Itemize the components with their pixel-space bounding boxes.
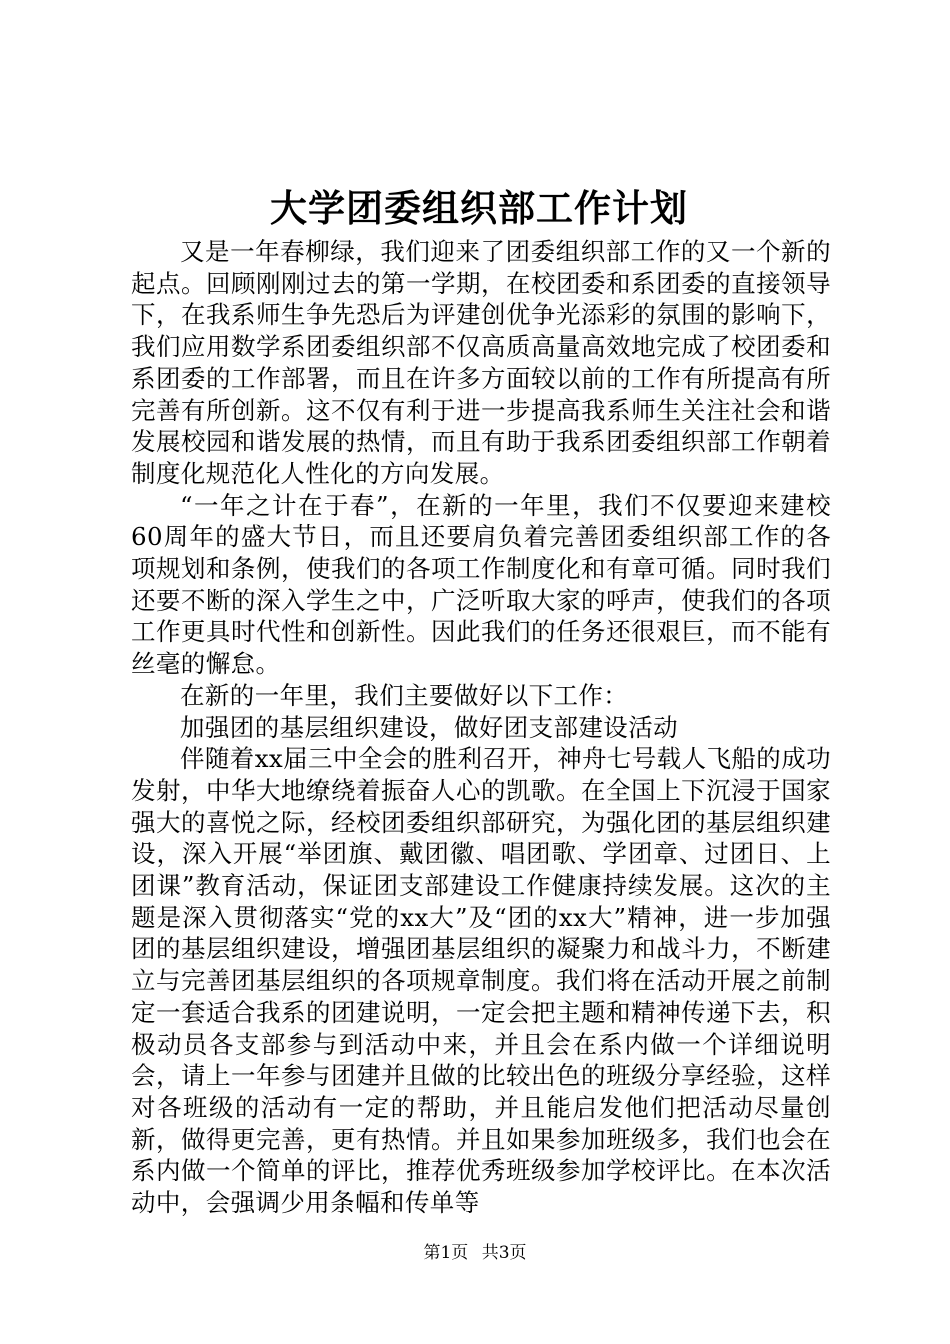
section-heading: 加强团的基层组织建设，做好团支部建设活动 bbox=[180, 712, 678, 742]
page-number: 第1页 bbox=[423, 1243, 469, 1263]
paragraph-main-tasks: 在新的一年里，我们主要做好以下工作： bbox=[180, 680, 629, 710]
document-title: 大学团委组织部工作计划 bbox=[270, 186, 688, 230]
paragraph-league-building: 伴随着xx届三中全会的胜利召开，神舟七号载人飞船的成功发射，中华大地缭绕着振奋人心的凯歌。在全国上下沉浸于国家强大的喜悦之际，经校团委组织部研究，为强化团的基层组织建设，深入开展“举团旗、戴团徽、唱团歌、学团章、过团日、上团课”教育活动，保证团支部建设工作健康持续发展。这次的主题是深入贯彻落实“党的xx大”及“团的xx大”精神，进一步加强团的基层组织建设，增强团基层组织的凝聚力和战斗力，不断建立与完善团基层组织的各项规章制度。我们将在活动开展之前制定一套适合我系的团建说明，一定会把主题和精神传递下去，积极动员各支部参与到活动中来，并且会在系内做一个详细说明会，请上一年参与团建并且做的比较出色的班级分享经验，这样对各班级的活动有一定的帮助，并且能启发他们把活动尽量创新，做得更完善，更有热情。并且如果参加班级多，我们也会在系内做一个简单的评比，推荐优秀班级参加学校评比。在本次活动中，会强调少用条幅和传单等 bbox=[131, 744, 831, 1218]
page-total: 共3页 bbox=[481, 1243, 527, 1263]
page-footer bbox=[0, 1241, 950, 1265]
paragraph-new-year: “一年之计在于春”，在新的一年里，我们不仅要迎来建校60周年的盛大节日，而且还要肩负着完善团委组织部工作的各项规划和条例，使我们的各项工作制度化和有章可循。同时我们还要不断的深入学生之中，广泛听取大家的呼声，使我们的各项工作更具时代性和创新性。因此我们的任务还很艰巨，而不能有丝毫的懈怠。 bbox=[131, 490, 831, 679]
paragraph-intro: 又是一年春柳绿，我们迎来了团委组织部工作的又一个新的起点。回顾刚刚过去的第一学期，在校团委和系团委的直接领导下，在我系师生争先恐后为评建创优争光添彩的氛围的影响下，我们应用数学系团委组织部不仅高质高量高效地完成了校团委和系团委的工作部署，而且在许多方面较以前的工作有所提高有所完善有所创新。这不仅有利于进一步提高我系师生关注社会和谐发展校园和谐发展的热情，而且有助于我系团委组织部工作朝着制度化规范化人性化的方向发展。 bbox=[131, 237, 831, 488]
document-body bbox=[131, 236, 831, 1219]
